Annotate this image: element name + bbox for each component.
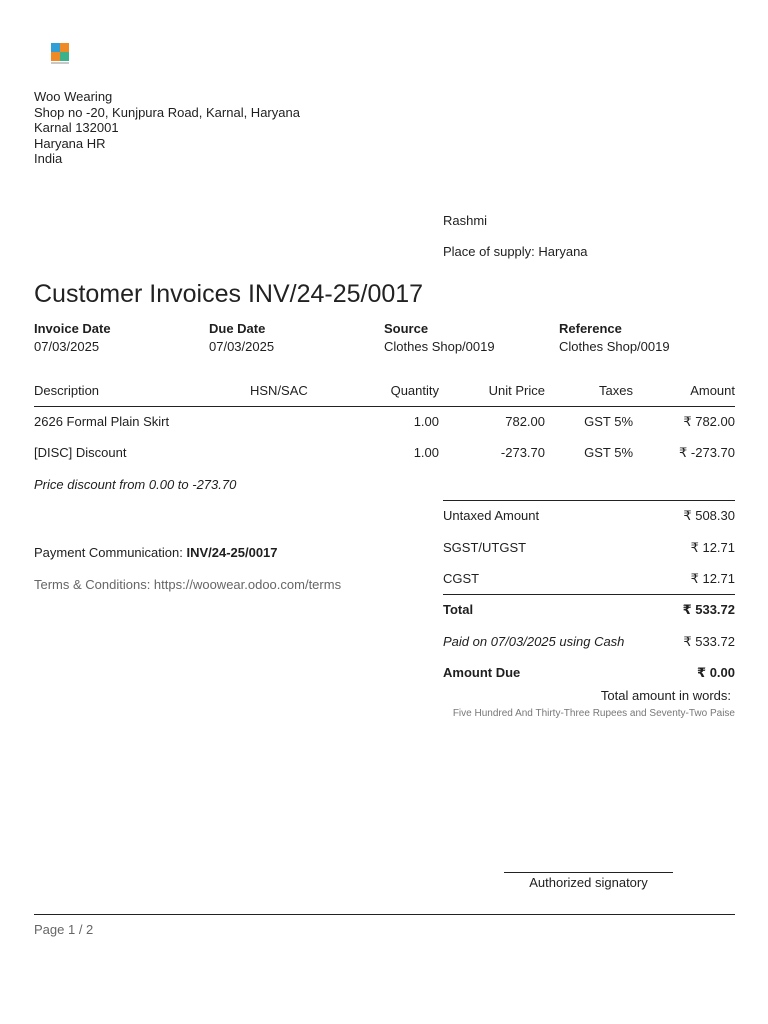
amount-due-label: Amount Due — [443, 665, 521, 680]
invoice-title: Customer Invoices INV/24-25/0017 — [34, 280, 424, 308]
totals-mid-divider — [443, 594, 735, 595]
invoice-date-label: Invoice Date — [34, 321, 111, 336]
row-2-amount: ₹ -273.70 — [679, 445, 735, 460]
company-city: Karnal 132001 — [34, 120, 119, 136]
row-2-taxes: GST 5% — [584, 445, 633, 460]
cgst-value: ₹ 12.71 — [690, 571, 735, 586]
company-logo — [51, 43, 69, 65]
row-2-quantity: 1.00 — [413, 445, 439, 460]
untaxed-label: Untaxed Amount — [443, 508, 540, 523]
total-value: ₹ 533.72 — [682, 602, 735, 617]
col-amount: Amount — [690, 383, 735, 398]
source-value: Clothes Shop/0019 — [384, 339, 495, 354]
company-address — [34, 89, 300, 167]
sgst-label: SGST/UTGST — [443, 540, 527, 555]
col-description: Description — [34, 383, 100, 398]
paid-label: Paid on 07/03/2025 using Cash — [443, 634, 625, 649]
reference-label: Reference — [559, 321, 622, 336]
invoice-date-value: 07/03/2025 — [34, 339, 100, 354]
company-country: India — [34, 151, 63, 167]
company-street: Shop no -20, Kunjpura Road, Karnal, Haryana — [34, 104, 300, 120]
payment-communication-value: INV/24-25/0017 — [186, 545, 278, 560]
page-number: Page 1 / 2 — [34, 922, 94, 937]
payment-communication-label: Payment Communication: — [34, 545, 187, 560]
amount-words-text: Five Hundred And Thirty-Three Rupees and Seventy-Two Paise — [452, 708, 735, 719]
row-2-unit-price: -273.70 — [500, 445, 545, 460]
row-1-taxes: GST 5% — [584, 414, 633, 429]
totals-top-divider — [443, 500, 735, 501]
customer-name: Rashmi — [443, 213, 488, 228]
source-label: Source — [384, 321, 429, 336]
paid-value: ₹ 533.72 — [683, 634, 735, 649]
untaxed-value: ₹ 508.30 — [683, 508, 735, 523]
company-name: Woo Wearing — [34, 89, 113, 104]
discount-note: Price discount from 0.00 to -273.70 — [34, 477, 237, 492]
total-label: Total — [443, 602, 474, 617]
footer-divider — [34, 914, 735, 915]
col-quantity: Quantity — [390, 383, 439, 398]
row-2-description: [DISC] Discount — [34, 445, 127, 460]
row-1-description: 2626 Formal Plain Skirt — [34, 414, 170, 429]
reference-value: Clothes Shop/0019 — [559, 339, 670, 354]
place-of-supply: Place of supply: Haryana — [443, 244, 588, 259]
row-1-amount: ₹ 782.00 — [683, 414, 735, 429]
payment-communication — [34, 545, 278, 560]
col-unit-price: Unit Price — [488, 383, 545, 398]
cgst-label: CGST — [443, 571, 480, 586]
signature-line — [504, 872, 673, 873]
row-1-quantity: 1.00 — [413, 414, 439, 429]
logo-tile-o1 — [60, 43, 69, 52]
due-date-label: Due Date — [209, 321, 266, 336]
logo-tile-o2 — [51, 52, 60, 61]
terms-link[interactable]: Terms & Conditions: https://woowear.odoo.com/terms — [34, 577, 342, 592]
logo-tagline — [51, 62, 69, 64]
company-state: Haryana HR — [34, 135, 106, 151]
sgst-value: ₹ 12.71 — [690, 540, 735, 555]
amount-words-label: Total amount in words: — [600, 688, 731, 703]
amount-due-value: ₹ 0.00 — [697, 665, 735, 680]
row-1-unit-price: 782.00 — [505, 414, 545, 429]
signature-label: Authorized signatory — [529, 875, 648, 890]
due-date-value: 07/03/2025 — [209, 339, 275, 354]
col-taxes: Taxes — [599, 383, 633, 398]
logo-tile-accent — [60, 52, 69, 61]
logo-tile-w — [51, 43, 60, 52]
table-header-divider — [34, 406, 735, 407]
col-hsn: HSN/SAC — [250, 383, 308, 398]
